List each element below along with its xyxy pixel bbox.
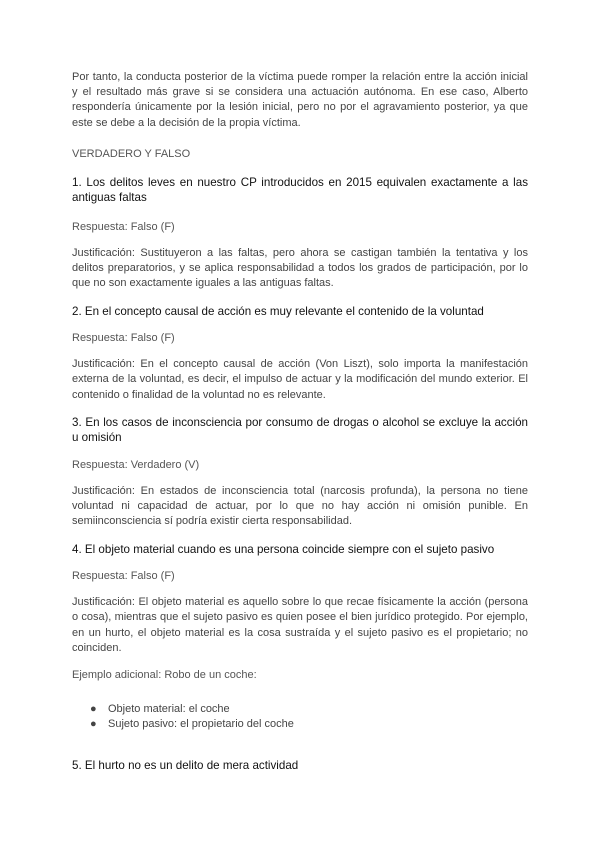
bullet-icon: ● — [90, 718, 97, 731]
document-page — [72, 70, 528, 774]
section-heading: VERDADERO Y FALSO — [72, 147, 191, 160]
list-item-text: Objeto material: el coche — [108, 703, 230, 716]
justification-1: Justificación: Sustituyeron a las faltas, pero ahora se castigan también la tentativa y los delitos preparatorios, y se aplica responsabilidad a todos los grados de participación, por lo que no son exactamente iguales a las antiguas faltas. — [72, 247, 528, 290]
justification-3: Justificación: En estados de inconsciencia total (narcosis profunda), la persona no tiene voluntad ni capacidad de actuar, por lo que no hay acción ni omisión punible. En semiinconsciencia sí podría existir cierta responsabilidad. — [72, 485, 528, 528]
intro-paragraph: Por tanto, la conducta posterior de la víctima puede romper la relación entre la acción inicial y el resultado más grave si se considera una actuación autónoma. En ese caso, Alberto respondería únicamente por la lesión inicial, pero no por el agravamiento posterior, ya que este se debe a la decisión de la propia víctima. — [72, 71, 528, 129]
answer-2: Respuesta: Falso (F) — [72, 332, 175, 345]
example-label: Ejemplo adicional: Robo de un coche: — [72, 669, 257, 682]
justification-2: Justificación: En el concepto causal de acción (Von Liszt), solo importa la manifestación externa de la voluntad, es decir, el impulso de actuar y la modificación del mundo exterior. El contenido o finalidad de la voluntad no es relevante. — [72, 358, 528, 401]
bullet-icon: ● — [90, 703, 97, 716]
question-1: 1. Los delitos leves en nuestro CP introducidos en 2015 equivalen exactamente a las antiguas faltas — [72, 175, 528, 205]
question-3: 3. En los casos de inconsciencia por consumo de drogas o alcohol se excluye la acción u omisión — [72, 415, 528, 445]
example-bullet-list — [72, 702, 528, 732]
answer-4: Respuesta: Falso (F) — [72, 570, 175, 583]
question-2: 2. En el concepto causal de acción es muy relevante el contenido de la voluntad — [72, 304, 484, 318]
answer-1: Respuesta: Falso (F) — [72, 221, 175, 233]
list-item — [72, 702, 528, 717]
answer-3: Respuesta: Verdadero (V) — [72, 459, 200, 471]
list-item — [72, 717, 528, 732]
list-item-text: Sujeto pasivo: el propietario del coche — [108, 718, 294, 731]
question-5: 5. El hurto no es un delito de mera actividad — [72, 759, 299, 773]
justification-4: Justificación: El objeto material es aquello sobre lo que recae físicamente la acción (persona o cosa), mientras que el sujeto pasivo es quien posee el bien jurídico protegido. Por ejemplo, en un hurto, el objeto material es la cosa sustraída y el sujeto pasivo es el propietario; no coinciden. — [72, 596, 528, 654]
question-4: 4. El objeto material cuando es una persona coincide siempre con el sujeto pasivo — [72, 542, 495, 556]
